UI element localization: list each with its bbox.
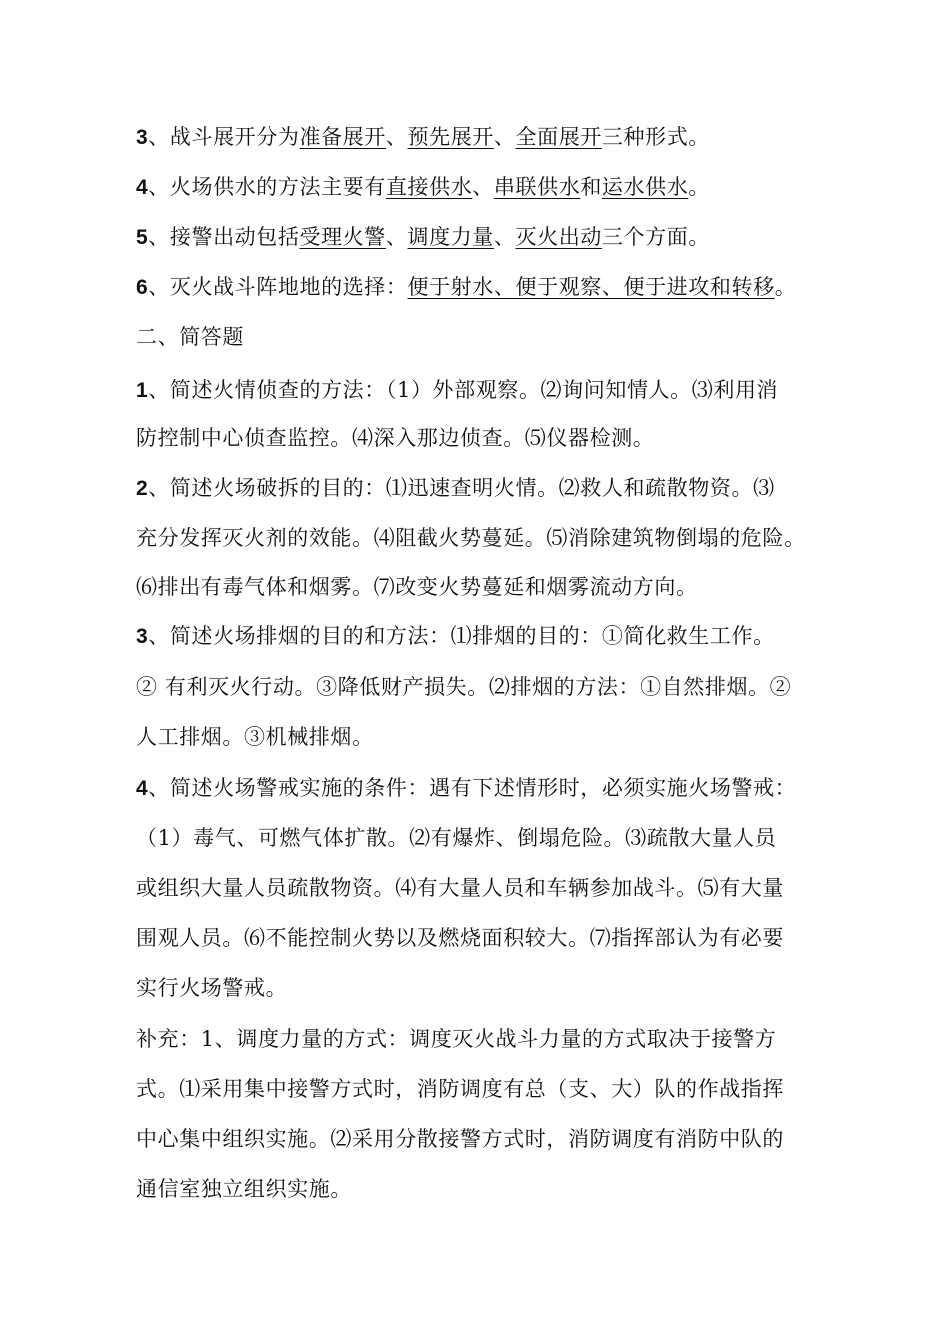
answer-3-line-3: 人工排烟。③机械排烟。 (136, 725, 374, 749)
item-text: 、 (472, 175, 494, 199)
item-text: 、 (493, 225, 516, 249)
answer-2-line-2: 充分发挥灭火剂的效能。⑷阻截火势蔓延。⑸消除建筑物倒塌的危险。 (136, 526, 806, 550)
item-number: 1 (136, 379, 149, 402)
answer-1-line-1 (136, 375, 778, 405)
item-text: 。 (774, 275, 797, 299)
item-number: 5 (136, 226, 149, 249)
blank-item-3 (136, 122, 710, 152)
item-text: 和 (580, 175, 602, 199)
item-text: 、战斗展开分为 (148, 125, 300, 149)
answer-4-line-2: （1）毒气、可燃气体扩散。⑵有爆炸、倒塌危险。⑶疏散大量人员 (136, 826, 777, 850)
item-text: 、 (385, 125, 408, 149)
item-number: 4 (136, 176, 149, 199)
item-text: 、接警出动包括 (148, 225, 300, 249)
answer-blank: 受理火警 (299, 225, 386, 249)
supplement-line-1: 补充：1、调度力量的方式：调度灭火战斗力量的方式取决于接警方 (136, 1027, 777, 1051)
answer-text: 、简述火场破拆的目的：⑴迅速查明火情。⑵救人和疏散物资。⑶ (148, 476, 775, 500)
answer-blank: 全面展开 (515, 125, 602, 149)
answer-4-line-5: 实行火场警戒。 (136, 976, 288, 1000)
answer-text: 、简述火情侦查的方法：（1）外部观察。⑵询问知情人。⑶利用消 (148, 378, 779, 402)
item-number: 6 (136, 276, 149, 299)
item-number: 3 (136, 126, 149, 149)
blank-item-4 (136, 172, 710, 202)
answer-4-line-1 (136, 773, 796, 803)
item-number: 4 (136, 777, 149, 800)
blank-item-5 (136, 222, 710, 252)
supplement-line-4: 通信室独立组织实施。 (136, 1177, 352, 1201)
answer-text: 、简述火场排烟的目的和方法：⑴排烟的目的：①简化救生工作。 (148, 624, 775, 648)
item-text: 三种形式。 (601, 125, 710, 149)
answer-blank: 运水供水 (601, 175, 689, 199)
item-text: 、 (493, 125, 516, 149)
answer-blank: 预先展开 (407, 125, 494, 149)
answer-3-line-2: ② 有利灭火行动。③降低财产损失。⑵排烟的方法：①自然排烟。② (136, 675, 792, 699)
item-text: 、 (385, 225, 408, 249)
answer-2-line-1 (136, 473, 775, 503)
answer-blank: 准备展开 (299, 125, 386, 149)
answer-blank: 调度力量 (407, 225, 494, 249)
item-text: 、灭火战斗阵地地的选择： (148, 275, 408, 299)
item-text: 三个方面。 (601, 225, 710, 249)
answer-text: 、简述火场警戒实施的条件：遇有下述情形时，必须实施火场警戒： (148, 776, 797, 800)
supplement-line-3: 中心集中组织实施。⑵采用分散接警方式时，消防调度有消防中队的 (136, 1127, 784, 1151)
supplement-line-2: 式。⑴采用集中接警方式时，消防调度有总（支、大）队的作战指挥 (136, 1077, 784, 1101)
answer-3-line-1 (136, 621, 775, 651)
answer-1-line-2: 防控制中心侦查监控。⑷深入那边侦查。⑸仪器检测。 (136, 426, 655, 450)
answer-blank: 直接供水 (385, 175, 473, 199)
item-text: 、火场供水的方法主要有 (148, 175, 386, 199)
answer-4-line-4: 围观人员。⑹不能控制火势以及燃烧面积较大。⑺指挥部认为有必要 (136, 926, 784, 950)
answer-blank: 便于射水、便于观察、便于进攻和转移 (407, 275, 775, 299)
answer-blank: 串联供水 (493, 175, 581, 199)
item-text: 。 (688, 175, 710, 199)
item-number: 3 (136, 625, 149, 648)
section-heading: 二、简答题 (136, 325, 244, 349)
blank-item-6 (136, 272, 796, 302)
answer-2-line-3: ⑹排出有毒气体和烟雾。⑺改变火势蔓延和烟雾流动方向。 (136, 575, 698, 599)
item-number: 2 (136, 477, 149, 500)
answer-4-line-3: 或组织大量人员疏散物资。⑷有大量人员和车辆参加战斗。⑸有大量 (136, 876, 784, 900)
answer-blank: 灭火出动 (515, 225, 602, 249)
